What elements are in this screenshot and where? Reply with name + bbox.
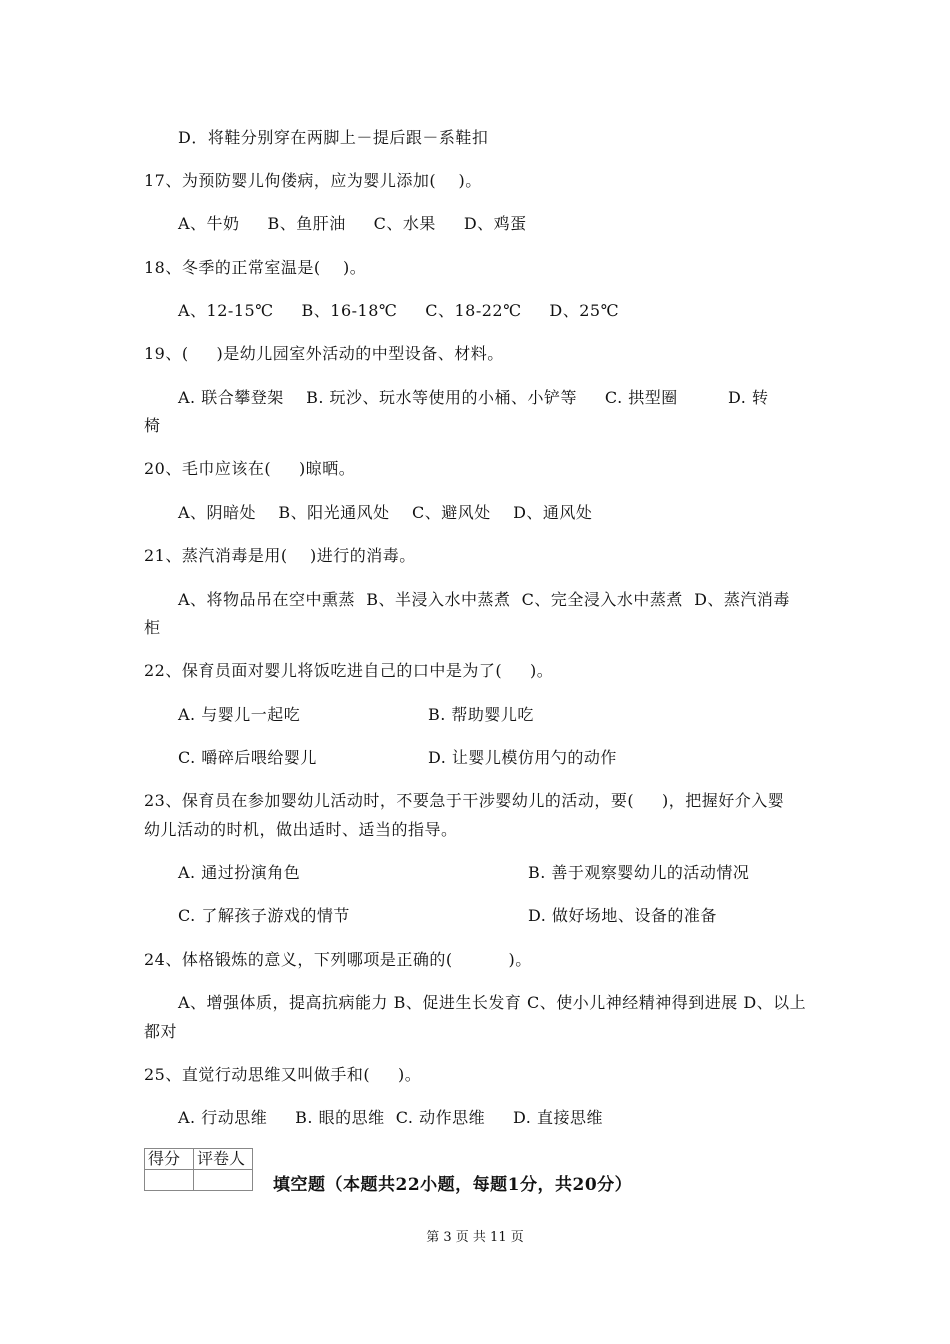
q19-options: A. 联合攀登架 B. 玩沙、玩水等使用的小桶、小铲等 C. 拱型圈 D. 转 — [178, 388, 769, 407]
q22-question: 22、保育员面对婴儿将饭吃进自己的口中是为了( )。 — [144, 661, 554, 680]
q22-option-b: B. 帮助婴儿吃 — [428, 705, 534, 724]
q21-question: 21、蒸汽消毒是用( )进行的消毒。 — [144, 546, 416, 565]
q19-question: 19、( )是幼儿园室外活动的中型设备、材料。 — [144, 344, 504, 363]
q23-option-b: B. 善于观察婴幼儿的活动情况 — [528, 863, 750, 882]
q22-option-d: D. 让婴儿模仿用勺的动作 — [428, 748, 617, 767]
q21-options-cont: 柜 — [144, 618, 161, 637]
score-header: 得分 — [145, 1149, 194, 1170]
score-table — [144, 1148, 253, 1191]
q18-options: A、12-15℃ B、16-18℃ C、18-22℃ D、25℃ — [178, 301, 620, 320]
q23-option-d: D. 做好场地、设备的准备 — [528, 906, 717, 925]
q25-question: 25、直觉行动思维又叫做手和( )。 — [144, 1065, 422, 1084]
q23-question-cont: 幼儿活动的时机，做出适时、适当的指导。 — [144, 820, 458, 839]
score-cell — [145, 1170, 194, 1191]
q17-options: A、牛奶 B、鱼肝油 C、水果 D、鸡蛋 — [178, 214, 527, 233]
section-title: 填空题（本题共22小题，每题1分，共20分） — [273, 1175, 633, 1195]
q25-options: A. 行动思维 B. 眼的思维 C. 动作思维 D. 直接思维 — [178, 1108, 603, 1127]
q24-options: A、增强体质，提高抗病能力 B、促进生长发育 C、使小儿神经精神得到进展 D、以上 — [178, 993, 807, 1012]
q18-question: 18、冬季的正常室温是( )。 — [144, 258, 367, 277]
q17-question: 17、为预防婴儿佝偻病，应为婴儿添加( )。 — [144, 171, 482, 190]
q22-option-c: C. 嚼碎后喂给婴儿 — [178, 748, 317, 767]
q23-option-c: C. 了解孩子游戏的情节 — [178, 906, 350, 925]
q23-question: 23、保育员在参加婴幼儿活动时，不要急于干涉婴幼儿的活动，要( )，把握好介入婴 — [144, 791, 785, 810]
q22-option-a: A. 与婴儿一起吃 — [178, 705, 301, 724]
q20-question: 20、毛巾应该在( )晾晒。 — [144, 459, 356, 478]
q24-options-cont: 都对 — [144, 1022, 178, 1041]
grader-header: 评卷人 — [194, 1149, 253, 1170]
q16-option-d: D．将鞋分别穿在两脚上－提后跟－系鞋扣 — [178, 128, 489, 147]
page-footer: 第 3 页 共 11 页 — [426, 1230, 524, 1245]
q23-option-a: A. 通过扮演角色 — [178, 863, 301, 882]
grader-cell — [194, 1170, 253, 1191]
q24-question: 24、体格锻炼的意义，下列哪项是正确的( )。 — [144, 950, 532, 969]
q20-options: A、阴暗处 B、阳光通风处 C、避风处 D、通风处 — [178, 503, 593, 522]
q21-options: A、将物品吊在空中熏蒸 B、半浸入水中蒸煮 C、完全浸入水中蒸煮 D、蒸汽消毒 — [178, 590, 790, 609]
q19-options-cont: 椅 — [144, 416, 161, 435]
